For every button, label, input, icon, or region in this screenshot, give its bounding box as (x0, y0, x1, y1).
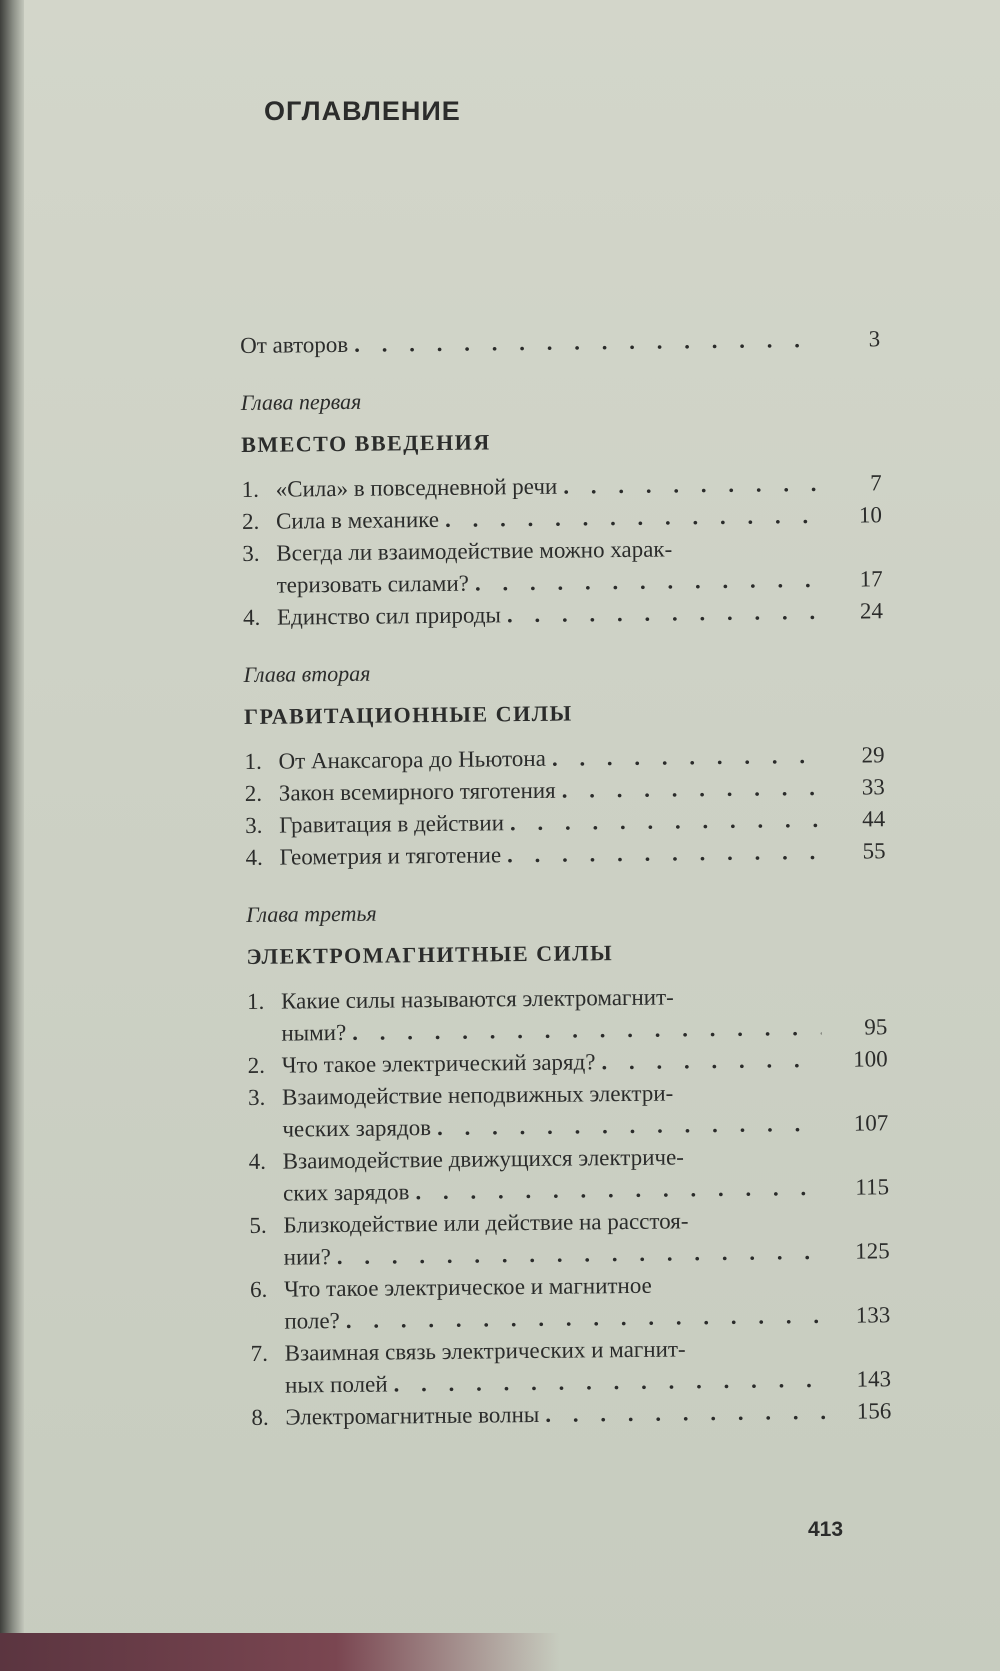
toc-entry-page: 125 (855, 1238, 890, 1264)
toc-entry-page: 29 (861, 742, 885, 768)
chapter-label: Глава третья (245, 900, 377, 927)
toc-entry-label: Взаимодействие движущихся электриче- (282, 1144, 685, 1174)
background-cloth (0, 1633, 560, 1671)
toc-entry (243, 595, 883, 634)
toc-entry-label: теризовать силами? (276, 570, 470, 598)
book-spine-shadow (0, 0, 24, 1671)
toc-entry-label: нии? (283, 1244, 331, 1270)
section-number: 4. (245, 844, 263, 870)
section-number: 8. (251, 1404, 269, 1430)
toc-entry-label: Геометрия и тяготение (279, 842, 502, 870)
chapter-title: ГРАВИТАЦИОННЫЕ СИЛЫ (243, 700, 573, 729)
dot-leader (563, 468, 816, 503)
dot-leader (601, 1044, 822, 1078)
section-number: 6. (249, 1276, 268, 1302)
section-number: 3. (245, 812, 263, 838)
dot-leader (445, 500, 816, 536)
section-number: 2. (247, 1052, 266, 1078)
chapter-title: ЭЛЕКТРОМАГНИТНЫЕ СИЛЫ (246, 940, 614, 969)
toc-entry-label: От Анаксагора до Ньютона (278, 745, 546, 774)
section-number: 1. (241, 476, 260, 502)
toc-entry-label: Взаимная связь электрических и магнит- (284, 1336, 686, 1366)
section-number: 7. (250, 1340, 269, 1366)
chapter-label: Глава первая (240, 388, 362, 415)
section-number: 1. (244, 748, 262, 774)
dot-leader (510, 804, 820, 839)
toc-entry-label: Взаимодействие неподвижных электри- (281, 1080, 674, 1110)
toc-entry-label: «Сила» в повседневной речи (275, 473, 558, 502)
toc-entry-page: 143 (856, 1366, 892, 1392)
toc-entry-page: 133 (855, 1302, 891, 1328)
dot-leader (393, 1364, 825, 1401)
dot-leader (507, 596, 817, 631)
toc-entry-label: Электромагнитные волны (285, 1401, 540, 1430)
section-number: 2. (241, 508, 260, 534)
section-number: 4. (242, 604, 261, 630)
toc-entry-label: Какие силы называются электромагнит- (280, 984, 674, 1014)
section-number: 3. (247, 1084, 266, 1110)
section-number: 1. (246, 988, 265, 1014)
dot-leader (437, 1108, 823, 1144)
toc-entry-page: 115 (855, 1174, 890, 1200)
toc-entry-label: ских зарядов (282, 1179, 410, 1206)
toc-entry-page: 95 (864, 1014, 888, 1040)
toc-entry-page: 44 (862, 806, 886, 832)
toc-entry-page: 10 (858, 502, 883, 528)
dot-leader (507, 836, 820, 871)
dot-leader (415, 1172, 823, 1208)
toc-entry (251, 1395, 891, 1434)
toc-entry-page: 33 (861, 774, 885, 800)
toc-entry-label: Закон всемирного тяготения (278, 777, 556, 806)
dot-leader (475, 564, 817, 600)
table-of-contents (240, 323, 892, 1434)
toc-entry-page: 156 (856, 1398, 892, 1424)
toc-entry-label: Всегда ли взаимодействие можно харак- (276, 536, 673, 566)
toc-entry-label: ных полей (284, 1371, 388, 1398)
toc-entry-label: Близкодействие или действие на расстоя- (283, 1208, 689, 1238)
toc-entry-page: 24 (859, 598, 884, 624)
toc-entry-label: Что такое электрический заряд? (281, 1049, 596, 1078)
section-number: 4. (248, 1148, 267, 1174)
toc-entry-label: ческих зарядов (282, 1115, 432, 1142)
toc-entry-page: 7 (870, 470, 882, 496)
toc-entry-label: ными? (281, 1019, 347, 1046)
toc-entry-page: 100 (853, 1046, 888, 1072)
chapter-title: ВМЕСТО ВВЕДЕНИЯ (241, 429, 491, 457)
dot-leader (346, 1300, 825, 1337)
toc-entry-page: 3 (868, 326, 881, 352)
dot-leader (545, 1396, 825, 1431)
section-number: 2. (244, 780, 263, 806)
chapters-list (241, 381, 892, 1434)
dot-leader (562, 772, 819, 807)
toc-entry-label: поле? (284, 1308, 340, 1334)
toc-entry-page: 107 (853, 1110, 889, 1136)
toc-entry (245, 835, 885, 874)
toc-entry-label: Гравитация в действии (279, 810, 505, 838)
toc-entry-page: 55 (862, 838, 886, 864)
dot-leader (354, 324, 814, 361)
toc-entry-label: Единство сил природы (276, 602, 502, 630)
toc-entry-preface (240, 323, 880, 362)
dot-leader (552, 740, 819, 775)
section-number: 3. (242, 540, 260, 566)
toc-entry-label: От авторов (240, 331, 349, 358)
toc-heading: ОГЛАВЛЕНИЕ (264, 96, 461, 126)
dot-leader (352, 1012, 821, 1049)
page-number: 413 (808, 1518, 844, 1541)
toc-entry-page: 17 (859, 566, 883, 592)
toc-entry-label: Сила в механике (275, 506, 440, 534)
dot-leader (337, 1236, 824, 1273)
toc-entry-label: Что такое электрическое и магнитное (283, 1272, 652, 1302)
chapter-label: Глава вторая (243, 660, 371, 687)
section-number: 5. (249, 1212, 267, 1238)
